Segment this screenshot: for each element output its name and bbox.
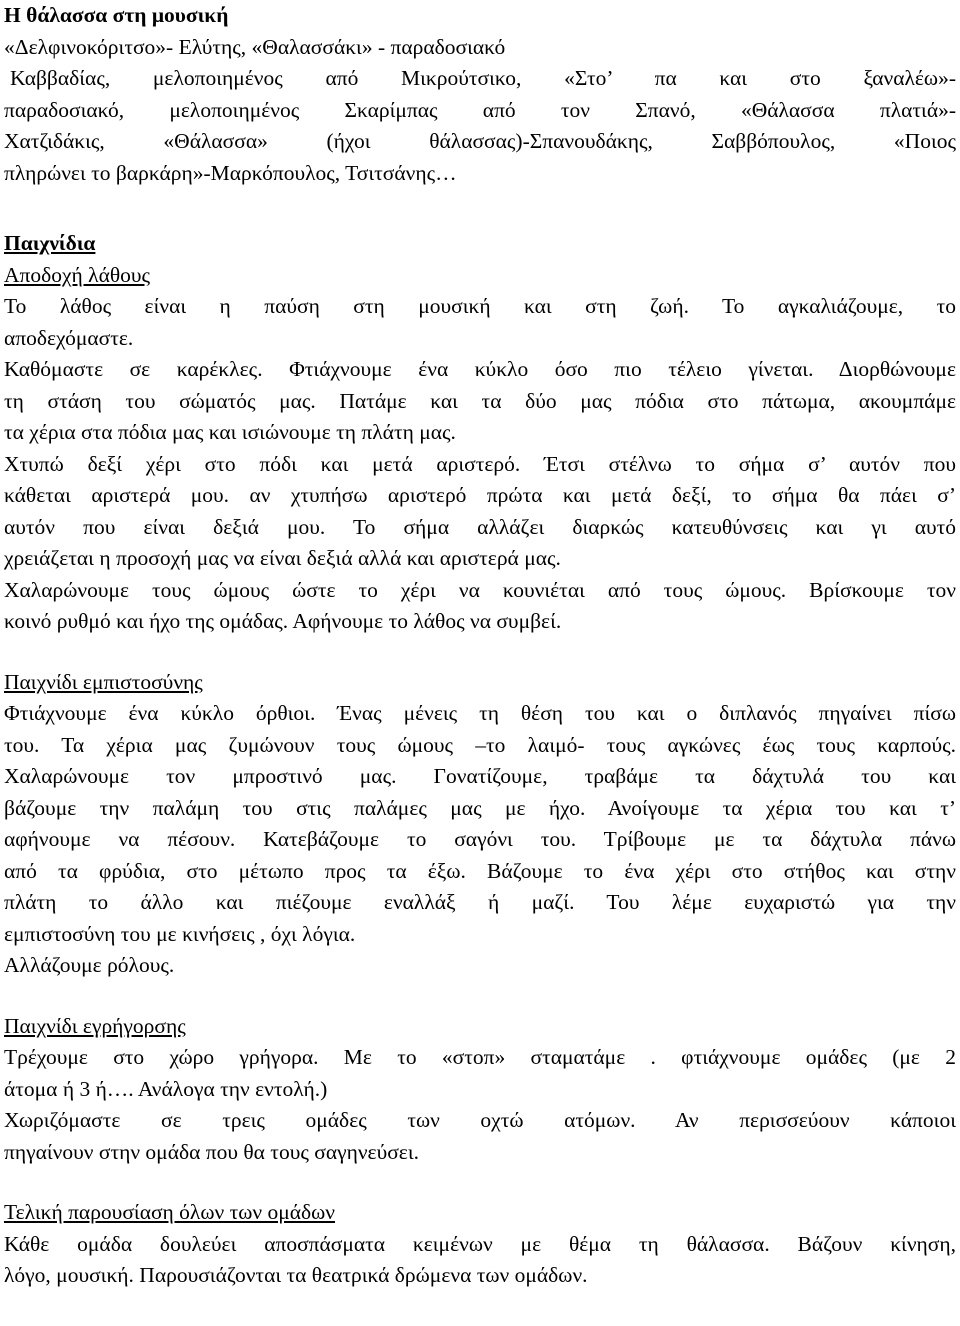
paragraph-line: πλάτη το άλλο και πιέζουμε εναλλάξ ή μαζί. Του λέμε ευχαριστώ για την [4,890,956,914]
music-line: «Δελφινοκόριτσο»- Ελύτης, «Θαλασσάκι» - παραδοσιακό [4,34,506,59]
music-line: παραδοσιακό, μελοποιημένος Σκαρίμπας από τον Σπανό, «Θάλασσα πλατιά»- [4,97,956,122]
final-presentation-text [4,1229,956,1292]
error-game-text [4,291,956,638]
music-line: πληρώνει το βαρκάρη»-Μαρκόπουλος, Τσιτσάνης… [4,160,457,185]
paragraph-line: Καθόμαστε σε καρέκλες. Φτιάχνουμε ένα κύκλο όσο πιο τέλειο γίνεται. Διορθώνουμε [4,357,956,381]
paragraph-line: Χωριζόμαστε σε τρεις ομάδες των οχτώ ατόμων. Αν περισσεύουν κάποιοι [4,1108,956,1132]
paragraph-line: Κάθε ομάδα δουλεύει αποσπάσματα κειμένων με θέμα τη θάλασσα. Βάζουν κίνηση, [4,1231,956,1256]
alert-game-text [4,1042,956,1168]
paragraph-line: Φτιάχνουμε ένα κύκλο όρθιοι. Ένας μένεις τη θέση του και ο διπλανός πηγαίνει πίσω [4,701,956,725]
paragraph-line: εμπιστοσύνη του με κινήσεις , όχι λόγια. [4,921,356,946]
music-line: Καββαδίας, μελοποιημένος από Μικρούτσικο, «Στο’ πα και στο ξαναλέω»- [10,66,956,90]
error-game-heading: Αποδοχή λάθους [4,262,151,287]
paragraph-line: Αλλάζουμε ρόλους. [4,953,175,977]
paragraph-line: κοινό ρυθμό και ήχο της ομάδας. Αφήνουμε το λάθος να συμβεί. [4,609,562,633]
paragraph-line: αυτόν που είναι δεξιά μου. Το σήμα αλλάζει διαρκώς κατευθύνσεις και γι αυτό [4,514,956,539]
paragraph-line: Χτυπώ δεξί χέρι στο πόδι και μετά αριστερό. Έτσι στέλνω το σήμα σ’ αυτόν που [4,451,956,476]
paragraph-line: κάθεται αριστερά μου. αν χτυπήσω αριστερό πρώτα και μετά δεξί, το σήμα θα πάει σ’ [4,483,956,507]
paragraph-line: άτομα ή 3 ή…. Ανάλογα την εντολή.) [4,1076,328,1101]
paragraph-line: πηγαίνουν στην ομάδα που θα τους σαγηνεύσει. [4,1139,419,1164]
trust-game-text [4,698,956,982]
paragraph-line: τη στάση του σώματός μας. Πατάμε και τα δύο μας πόδια στο πάτωμα, ακουμπάμε [4,388,956,413]
final-presentation-heading: Τελική παρουσίαση όλων των ομάδων [4,1200,336,1224]
paragraph-line: του. Τα χέρια μας ζυμώνουν τους ώμους –το λαιμό- τους αγκώνες έως τους καρπούς. [4,732,956,757]
paragraph-line: από τα φρύδια, στο μέτωπο προς τα έξω. Βάζουμε το ένα χέρι στο στήθος και στην [4,858,956,883]
games-heading: Παιχνίδια [4,231,96,255]
alert-game-heading: Παιχνίδι εγρήγορσης [4,1013,186,1038]
trust-game-heading: Παιχνίδι εμπιστοσύνης [4,669,203,694]
paragraph-line: αποδεχόμαστε. [4,325,134,350]
paragraph-line: Χαλαρώνουμε τον μπροστινό μας. Γονατίζουμε, τραβάμε τα δάχτυλά του και [4,764,956,788]
paragraph-line: χρειάζεται η προσοχή μας να είναι δεξιά αλλά και αριστερά μας. [4,546,561,570]
paragraph-line: Τρέχουμε στο χώρο γρήγορα. Με το «στοπ» σταματάμε . φτιάχνουμε ομάδες (με 2 [4,1045,956,1069]
paragraph-line: τα χέρια στα πόδια μας και ισιώνουμε τη πλάτη μας. [4,420,456,444]
paragraph-line: Χαλαρώνουμε τους ώμους ώστε το χέρι να κουνιέται από τους ώμους. Βρίσκουμε τον [4,577,956,602]
paragraph-line: αφήνουμε να πέσουν. Κατεβάζουμε το σαγόνι του. Τρίβουμε με τα δάχτυλα πάνω [4,827,956,851]
paragraph-line: βάζουμε την παλάμη του στις παλάμες μας με ήχο. Ανοίγουμε τα χέρια του και τ’ [4,795,956,820]
paragraph-line: Το λάθος είναι η παύση στη μουσική και στη ζωή. Το αγκαλιάζουμε, το [4,294,956,318]
paragraph-line: λόγο, μουσική. Παρουσιάζονται τα θεατρικά δρώμενα των ομάδων. [4,1263,588,1287]
music-list [4,32,956,190]
music-line: Χατζιδάκις, «Θάλασσα» (ήχοι θάλασσας)-Σπανουδάκης, Σαββόπουλος, «Ποιος [4,129,956,153]
page-title: Η θάλασσα στη μουσική [4,3,229,27]
